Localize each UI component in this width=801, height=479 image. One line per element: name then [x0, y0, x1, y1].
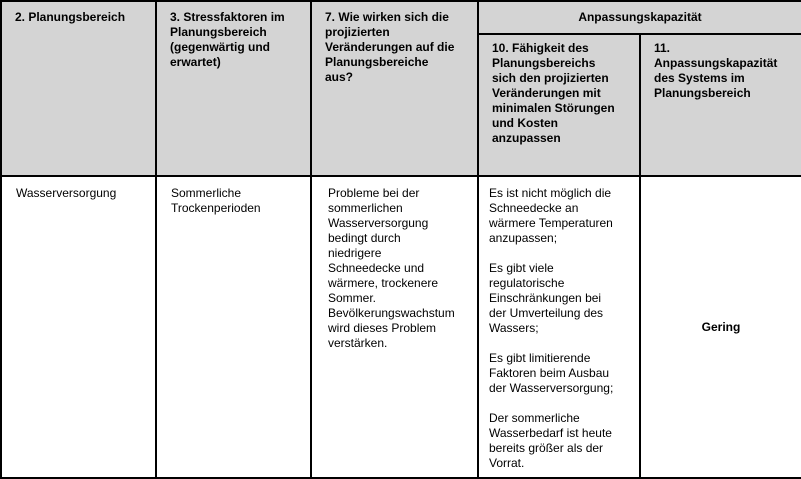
header-stress-factors-label: 3. Stressfaktoren im Planungsbereich (gegenwärtig und erwartet) — [170, 10, 285, 69]
table-row — [1, 176, 801, 478]
header-stress-factors — [156, 1, 311, 176]
cell-ability-to-adapt — [478, 176, 640, 478]
header-ability-to-adapt-label: 10. Fähigkeit des Planungsbereichs sich den projizierten Veränderungen mit minimalen Störungen und Kosten anzupassen — [492, 41, 615, 145]
projected-changes-value: Probleme bei der sommerlichen Wasserversorgung bedingt durch niedrigere Schneedecke und wärmere, trockenere Sommer. Bevölkerungswachstum wird dieses Problem verstärken. — [328, 186, 455, 350]
ability-paragraph: Der sommerliche Wasserbedarf ist heute bereits größer als der Vorrat. — [489, 411, 612, 470]
header-adaptive-capacity-label: Anpassungskapazität — [578, 10, 702, 24]
header-ability-to-adapt — [478, 34, 640, 176]
cell-system-capacity — [640, 176, 801, 478]
header-projected-changes-label: 7. Wie wirken sich die projizierten Veränderungen auf die Planungsbereiche aus? — [325, 10, 455, 84]
system-capacity-value: Gering — [701, 319, 741, 334]
stress-factors-value: Sommerliche Trockenperioden — [171, 186, 261, 215]
cell-planning-area — [1, 176, 156, 478]
ability-paragraph: Es gibt limitierende Faktoren beim Ausbau der Wasserversorgung; — [489, 351, 614, 395]
header-system-capacity-label: 11. Anpassungskapazität des Systems im Planungsbereich — [654, 41, 778, 100]
planning-area-value: Wasserversorgung — [16, 186, 117, 200]
header-projected-changes — [311, 1, 478, 176]
header-system-capacity — [640, 34, 801, 176]
cell-projected-changes — [311, 176, 478, 478]
header-row — [1, 1, 801, 34]
header-adaptive-capacity-group — [478, 1, 801, 34]
header-planning-area-label: 2. Planungsbereich — [15, 10, 126, 24]
cell-stress-factors — [156, 176, 311, 478]
ability-paragraph: Es ist nicht möglich die Schneedecke an wärmere Temperaturen anzupassen; — [489, 186, 613, 245]
header-planning-area — [1, 1, 156, 176]
ability-paragraph: Es gibt viele regulatorische Einschränkungen bei der Umverteilung des Wassers; — [489, 261, 604, 335]
